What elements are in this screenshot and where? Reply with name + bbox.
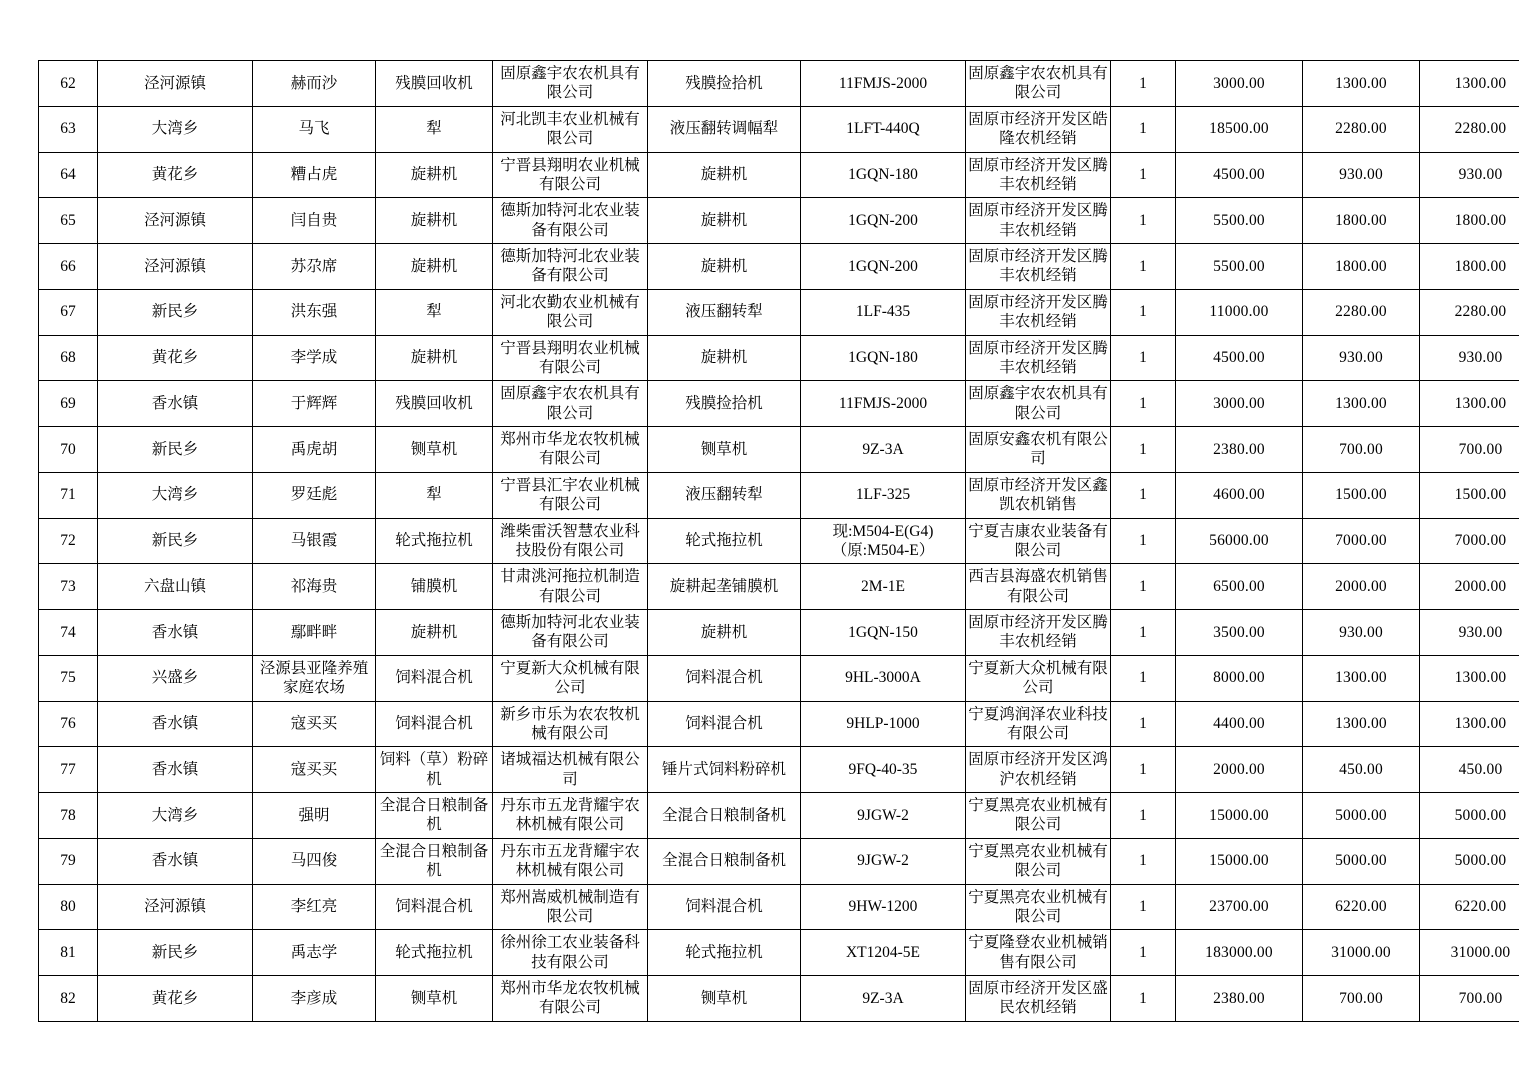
cell-price: 4500.00	[1176, 335, 1303, 381]
table-row	[39, 289, 1519, 335]
table-row	[39, 976, 1519, 1022]
cell-subsidy-total: 5000.00	[1420, 793, 1519, 839]
cell-seq: 77	[39, 747, 98, 793]
cell-maker: 丹东市五龙背耀宇农林机械有限公司	[493, 838, 648, 884]
cell-seq: 73	[39, 564, 98, 610]
cell-town: 泾河源镇	[98, 198, 253, 244]
table-body	[39, 61, 1519, 1022]
cell-person: 泾源县亚隆养殖家庭农场	[253, 655, 376, 701]
cell-subsidy-central: 1300.00	[1303, 701, 1420, 747]
cell-model: 11FMJS-2000	[801, 61, 966, 107]
cell-person: 强明	[253, 793, 376, 839]
cell-maker: 宁夏新大众机械有限公司	[493, 655, 648, 701]
cell-subsidy-central: 1500.00	[1303, 472, 1420, 518]
cell-price: 8000.00	[1176, 655, 1303, 701]
cell-model: 11FMJS-2000	[801, 381, 966, 427]
cell-type: 旋耕机	[648, 335, 801, 381]
cell-subsidy-total: 2000.00	[1420, 564, 1519, 610]
cell-type: 饲料混合机	[648, 884, 801, 930]
cell-model: 9HL-3000A	[801, 655, 966, 701]
cell-machine: 残膜回收机	[376, 381, 493, 427]
cell-type: 旋耕机	[648, 610, 801, 656]
cell-subsidy-central: 930.00	[1303, 610, 1420, 656]
cell-person: 马飞	[253, 106, 376, 152]
cell-dealer: 固原市经济开发区腾丰农机经销	[966, 335, 1111, 381]
cell-machine: 铡草机	[376, 427, 493, 473]
cell-machine: 饲料混合机	[376, 701, 493, 747]
cell-dealer: 固原鑫宇农农机具有限公司	[966, 61, 1111, 107]
cell-subsidy-central: 930.00	[1303, 335, 1420, 381]
cell-machine: 全混合日粮制备机	[376, 838, 493, 884]
cell-model: 9HW-1200	[801, 884, 966, 930]
cell-maker: 潍柴雷沃智慧农业科技股份有限公司	[493, 518, 648, 564]
cell-type: 液压翻转犁	[648, 289, 801, 335]
table-row	[39, 884, 1519, 930]
cell-type: 残膜捡拾机	[648, 61, 801, 107]
cell-town: 兴盛乡	[98, 655, 253, 701]
cell-type: 全混合日粮制备机	[648, 793, 801, 839]
table-row	[39, 152, 1519, 198]
cell-type: 全混合日粮制备机	[648, 838, 801, 884]
cell-maker: 徐州徐工农业装备科技有限公司	[493, 930, 648, 976]
table-row	[39, 701, 1519, 747]
cell-price: 3000.00	[1176, 381, 1303, 427]
cell-town: 新民乡	[98, 518, 253, 564]
cell-maker: 郑州嵩威机械制造有限公司	[493, 884, 648, 930]
cell-subsidy-central: 700.00	[1303, 427, 1420, 473]
cell-subsidy-total: 5000.00	[1420, 838, 1519, 884]
cell-price: 15000.00	[1176, 838, 1303, 884]
cell-town: 香水镇	[98, 838, 253, 884]
cell-model: 9HLP-1000	[801, 701, 966, 747]
cell-seq: 81	[39, 930, 98, 976]
cell-maker: 河北农勤农业机械有限公司	[493, 289, 648, 335]
table-row	[39, 793, 1519, 839]
cell-person: 于辉辉	[253, 381, 376, 427]
table-row	[39, 381, 1519, 427]
cell-qty: 1	[1111, 244, 1176, 290]
cell-machine: 残膜回收机	[376, 61, 493, 107]
cell-seq: 67	[39, 289, 98, 335]
cell-machine: 全混合日粮制备机	[376, 793, 493, 839]
cell-person: 李彦成	[253, 976, 376, 1022]
cell-qty: 1	[1111, 564, 1176, 610]
cell-person: 罗廷彪	[253, 472, 376, 518]
cell-subsidy-central: 2280.00	[1303, 106, 1420, 152]
table-row	[39, 106, 1519, 152]
cell-maker: 郑州市华龙农牧机械有限公司	[493, 427, 648, 473]
cell-subsidy-total: 31000.00	[1420, 930, 1519, 976]
cell-type: 轮式拖拉机	[648, 518, 801, 564]
cell-subsidy-central: 7000.00	[1303, 518, 1420, 564]
cell-subsidy-central: 2280.00	[1303, 289, 1420, 335]
cell-qty: 1	[1111, 152, 1176, 198]
cell-model: 9JGW-2	[801, 838, 966, 884]
cell-maker: 郑州市华龙农牧机械有限公司	[493, 976, 648, 1022]
table-row	[39, 747, 1519, 793]
cell-model: 1GQN-200	[801, 244, 966, 290]
cell-dealer: 宁夏黑亮农业机械有限公司	[966, 884, 1111, 930]
cell-person: 糟占虎	[253, 152, 376, 198]
cell-person: 赫而沙	[253, 61, 376, 107]
cell-price: 5500.00	[1176, 244, 1303, 290]
cell-maker: 德斯加特河北农业装备有限公司	[493, 610, 648, 656]
cell-person: 李红亮	[253, 884, 376, 930]
cell-model: XT1204-5E	[801, 930, 966, 976]
cell-qty: 1	[1111, 701, 1176, 747]
cell-subsidy-central: 5000.00	[1303, 793, 1420, 839]
table-row	[39, 564, 1519, 610]
cell-model: 1GQN-200	[801, 198, 966, 244]
cell-town: 香水镇	[98, 381, 253, 427]
cell-person: 禹虎胡	[253, 427, 376, 473]
cell-price: 23700.00	[1176, 884, 1303, 930]
table-row	[39, 335, 1519, 381]
table-row	[39, 610, 1519, 656]
cell-type: 锤片式饲料粉碎机	[648, 747, 801, 793]
cell-qty: 1	[1111, 427, 1176, 473]
cell-town: 六盘山镇	[98, 564, 253, 610]
cell-person: 禹志学	[253, 930, 376, 976]
cell-model: 1GQN-180	[801, 152, 966, 198]
cell-subsidy-total: 2280.00	[1420, 106, 1519, 152]
cell-machine: 饲料混合机	[376, 884, 493, 930]
cell-town: 泾河源镇	[98, 61, 253, 107]
cell-subsidy-total: 1800.00	[1420, 244, 1519, 290]
cell-machine: 旋耕机	[376, 244, 493, 290]
cell-person: 闫自贵	[253, 198, 376, 244]
table-row	[39, 518, 1519, 564]
cell-machine: 铡草机	[376, 976, 493, 1022]
cell-town: 大湾乡	[98, 793, 253, 839]
cell-price: 4400.00	[1176, 701, 1303, 747]
cell-type: 液压翻转犁	[648, 472, 801, 518]
cell-model: 1LF-325	[801, 472, 966, 518]
table-row	[39, 930, 1519, 976]
cell-price: 15000.00	[1176, 793, 1303, 839]
cell-type: 旋耕机	[648, 152, 801, 198]
cell-seq: 63	[39, 106, 98, 152]
cell-machine: 轮式拖拉机	[376, 930, 493, 976]
cell-type: 旋耕机	[648, 244, 801, 290]
cell-dealer: 固原鑫宇农农机具有限公司	[966, 381, 1111, 427]
cell-model: 9Z-3A	[801, 427, 966, 473]
cell-person: 寇买买	[253, 747, 376, 793]
cell-town: 新民乡	[98, 289, 253, 335]
cell-maker: 宁晋县翔明农业机械有限公司	[493, 335, 648, 381]
cell-subsidy-central: 930.00	[1303, 152, 1420, 198]
table-row	[39, 472, 1519, 518]
cell-price: 18500.00	[1176, 106, 1303, 152]
cell-qty: 1	[1111, 198, 1176, 244]
cell-qty: 1	[1111, 106, 1176, 152]
cell-machine: 犁	[376, 472, 493, 518]
cell-price: 11000.00	[1176, 289, 1303, 335]
cell-seq: 62	[39, 61, 98, 107]
cell-dealer: 固原市经济开发区鸿沪农机经销	[966, 747, 1111, 793]
cell-seq: 79	[39, 838, 98, 884]
cell-machine: 旋耕机	[376, 610, 493, 656]
cell-dealer: 固原市经济开发区腾丰农机经销	[966, 244, 1111, 290]
cell-qty: 1	[1111, 472, 1176, 518]
cell-price: 6500.00	[1176, 564, 1303, 610]
cell-maker: 固原鑫宇农农机具有限公司	[493, 61, 648, 107]
cell-dealer: 固原市经济开发区腾丰农机经销	[966, 198, 1111, 244]
cell-qty: 1	[1111, 289, 1176, 335]
cell-subsidy-central: 1300.00	[1303, 655, 1420, 701]
cell-maker: 德斯加特河北农业装备有限公司	[493, 198, 648, 244]
table-row	[39, 198, 1519, 244]
cell-model: 现:M504-E(G4)（原:M504-E）	[801, 518, 966, 564]
cell-maker: 宁晋县汇宇农业机械有限公司	[493, 472, 648, 518]
cell-seq: 75	[39, 655, 98, 701]
cell-seq: 72	[39, 518, 98, 564]
cell-dealer: 宁夏鸿润泽农业科技有限公司	[966, 701, 1111, 747]
cell-subsidy-central: 700.00	[1303, 976, 1420, 1022]
cell-type: 饲料混合机	[648, 655, 801, 701]
cell-town: 黄花乡	[98, 335, 253, 381]
cell-machine: 旋耕机	[376, 335, 493, 381]
cell-town: 大湾乡	[98, 106, 253, 152]
cell-type: 残膜捡拾机	[648, 381, 801, 427]
cell-model: 1GQN-180	[801, 335, 966, 381]
cell-type: 旋耕起垄铺膜机	[648, 564, 801, 610]
cell-subsidy-central: 1800.00	[1303, 244, 1420, 290]
cell-qty: 1	[1111, 793, 1176, 839]
cell-price: 183000.00	[1176, 930, 1303, 976]
cell-maker: 丹东市五龙背耀宇农林机械有限公司	[493, 793, 648, 839]
cell-dealer: 固原市经济开发区腾丰农机经销	[966, 610, 1111, 656]
cell-person: 马四俊	[253, 838, 376, 884]
cell-seq: 64	[39, 152, 98, 198]
cell-seq: 82	[39, 976, 98, 1022]
cell-machine: 犁	[376, 106, 493, 152]
cell-town: 新民乡	[98, 427, 253, 473]
cell-maker: 诸城福达机械有限公司	[493, 747, 648, 793]
cell-person: 鄢畔畔	[253, 610, 376, 656]
cell-price: 4600.00	[1176, 472, 1303, 518]
cell-subsidy-total: 2280.00	[1420, 289, 1519, 335]
cell-town: 黄花乡	[98, 976, 253, 1022]
cell-subsidy-central: 1300.00	[1303, 61, 1420, 107]
cell-seq: 71	[39, 472, 98, 518]
cell-seq: 70	[39, 427, 98, 473]
cell-maker: 新乡市乐为农农牧机械有限公司	[493, 701, 648, 747]
cell-model: 1GQN-150	[801, 610, 966, 656]
cell-price: 2000.00	[1176, 747, 1303, 793]
cell-subsidy-total: 700.00	[1420, 976, 1519, 1022]
cell-seq: 78	[39, 793, 98, 839]
cell-subsidy-central: 450.00	[1303, 747, 1420, 793]
cell-dealer: 固原市经济开发区盛民农机经销	[966, 976, 1111, 1022]
cell-qty: 1	[1111, 930, 1176, 976]
table-row	[39, 655, 1519, 701]
cell-subsidy-central: 5000.00	[1303, 838, 1420, 884]
cell-qty: 1	[1111, 61, 1176, 107]
cell-subsidy-total: 1500.00	[1420, 472, 1519, 518]
cell-subsidy-total: 700.00	[1420, 427, 1519, 473]
cell-town: 香水镇	[98, 747, 253, 793]
cell-maker: 甘肃洮河拖拉机制造有限公司	[493, 564, 648, 610]
cell-subsidy-total: 930.00	[1420, 335, 1519, 381]
cell-seq: 66	[39, 244, 98, 290]
cell-subsidy-total: 1300.00	[1420, 701, 1519, 747]
cell-subsidy-total: 930.00	[1420, 610, 1519, 656]
cell-seq: 76	[39, 701, 98, 747]
cell-price: 5500.00	[1176, 198, 1303, 244]
cell-dealer: 西吉县海盛农机销售有限公司	[966, 564, 1111, 610]
cell-qty: 1	[1111, 655, 1176, 701]
cell-subsidy-total: 7000.00	[1420, 518, 1519, 564]
cell-seq: 68	[39, 335, 98, 381]
cell-subsidy-total: 1300.00	[1420, 61, 1519, 107]
cell-type: 铡草机	[648, 976, 801, 1022]
cell-qty: 1	[1111, 747, 1176, 793]
cell-town: 香水镇	[98, 701, 253, 747]
cell-seq: 65	[39, 198, 98, 244]
cell-subsidy-central: 6220.00	[1303, 884, 1420, 930]
cell-person: 寇买买	[253, 701, 376, 747]
cell-model: 1LF-435	[801, 289, 966, 335]
subsidy-table	[38, 60, 1519, 1022]
cell-machine: 旋耕机	[376, 198, 493, 244]
cell-person: 马银霞	[253, 518, 376, 564]
cell-dealer: 固原安鑫农机有限公司	[966, 427, 1111, 473]
cell-maker: 宁晋县翔明农业机械有限公司	[493, 152, 648, 198]
cell-subsidy-total: 1300.00	[1420, 655, 1519, 701]
cell-dealer: 固原市经济开发区腾丰农机经销	[966, 152, 1111, 198]
cell-qty: 1	[1111, 884, 1176, 930]
cell-price: 3500.00	[1176, 610, 1303, 656]
cell-subsidy-central: 1300.00	[1303, 381, 1420, 427]
cell-subsidy-total: 1300.00	[1420, 381, 1519, 427]
table-row	[39, 244, 1519, 290]
cell-dealer: 固原市经济开发区皓隆农机经销	[966, 106, 1111, 152]
cell-qty: 1	[1111, 518, 1176, 564]
cell-subsidy-total: 1800.00	[1420, 198, 1519, 244]
cell-qty: 1	[1111, 335, 1176, 381]
cell-price: 2380.00	[1176, 976, 1303, 1022]
cell-type: 旋耕机	[648, 198, 801, 244]
cell-dealer: 宁夏隆登农业机械销售有限公司	[966, 930, 1111, 976]
cell-subsidy-central: 31000.00	[1303, 930, 1420, 976]
cell-dealer: 固原市经济开发区鑫凯农机销售	[966, 472, 1111, 518]
cell-price: 2380.00	[1176, 427, 1303, 473]
table-row	[39, 427, 1519, 473]
cell-dealer: 宁夏黑亮农业机械有限公司	[966, 838, 1111, 884]
cell-qty: 1	[1111, 838, 1176, 884]
table-row	[39, 838, 1519, 884]
cell-machine: 犁	[376, 289, 493, 335]
cell-machine: 饲料混合机	[376, 655, 493, 701]
cell-model: 9JGW-2	[801, 793, 966, 839]
table-row	[39, 61, 1519, 107]
cell-type: 饲料混合机	[648, 701, 801, 747]
cell-type: 铡草机	[648, 427, 801, 473]
cell-subsidy-total: 450.00	[1420, 747, 1519, 793]
cell-town: 香水镇	[98, 610, 253, 656]
cell-dealer: 宁夏吉康农业装备有限公司	[966, 518, 1111, 564]
cell-machine: 饲料（草）粉碎机	[376, 747, 493, 793]
cell-town: 新民乡	[98, 930, 253, 976]
cell-town: 泾河源镇	[98, 244, 253, 290]
cell-dealer: 宁夏黑亮农业机械有限公司	[966, 793, 1111, 839]
cell-model: 9Z-3A	[801, 976, 966, 1022]
cell-person: 李学成	[253, 335, 376, 381]
cell-person: 祁海贵	[253, 564, 376, 610]
cell-town: 黄花乡	[98, 152, 253, 198]
cell-seq: 74	[39, 610, 98, 656]
cell-type: 液压翻转调幅犁	[648, 106, 801, 152]
cell-maker: 河北凯丰农业机械有限公司	[493, 106, 648, 152]
cell-machine: 轮式拖拉机	[376, 518, 493, 564]
cell-person: 苏尕席	[253, 244, 376, 290]
cell-town: 大湾乡	[98, 472, 253, 518]
cell-machine: 旋耕机	[376, 152, 493, 198]
cell-seq: 80	[39, 884, 98, 930]
cell-qty: 1	[1111, 381, 1176, 427]
cell-maker: 固原鑫宇农农机具有限公司	[493, 381, 648, 427]
cell-price: 4500.00	[1176, 152, 1303, 198]
cell-model: 2M-1E	[801, 564, 966, 610]
cell-model: 1LFT-440Q	[801, 106, 966, 152]
cell-dealer: 固原市经济开发区腾丰农机经销	[966, 289, 1111, 335]
cell-person: 洪东强	[253, 289, 376, 335]
cell-machine: 铺膜机	[376, 564, 493, 610]
cell-qty: 1	[1111, 976, 1176, 1022]
cell-subsidy-central: 2000.00	[1303, 564, 1420, 610]
cell-subsidy-central: 1800.00	[1303, 198, 1420, 244]
cell-seq: 69	[39, 381, 98, 427]
cell-type: 轮式拖拉机	[648, 930, 801, 976]
cell-town: 泾河源镇	[98, 884, 253, 930]
cell-price: 3000.00	[1176, 61, 1303, 107]
cell-price: 56000.00	[1176, 518, 1303, 564]
cell-subsidy-total: 930.00	[1420, 152, 1519, 198]
cell-model: 9FQ-40-35	[801, 747, 966, 793]
cell-qty: 1	[1111, 610, 1176, 656]
cell-dealer: 宁夏新大众机械有限公司	[966, 655, 1111, 701]
cell-subsidy-total: 6220.00	[1420, 884, 1519, 930]
cell-maker: 德斯加特河北农业装备有限公司	[493, 244, 648, 290]
